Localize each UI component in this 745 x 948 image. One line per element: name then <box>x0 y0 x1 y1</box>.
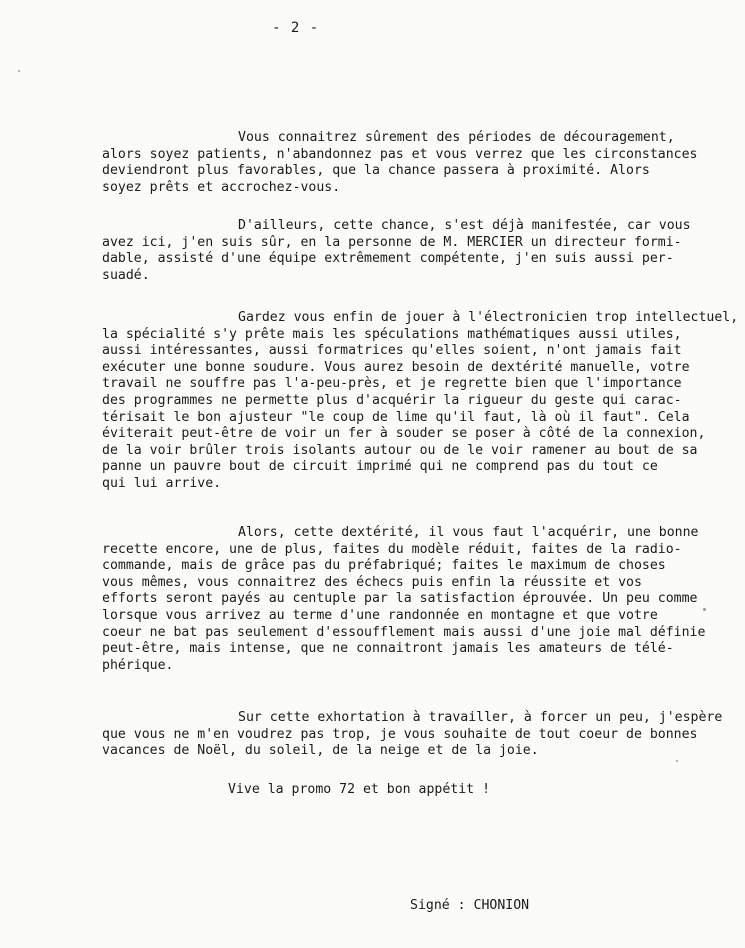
text-line: térisait le bon ajusteur "le coup de lime qu'il faut, là où il faut". Cela <box>102 409 690 425</box>
text-line: suadé. <box>102 267 150 283</box>
paragraph-discouragement <box>102 130 722 196</box>
paragraph-electronician <box>102 310 739 493</box>
paper-speck <box>18 70 20 72</box>
signature-line: Signé : CHONION <box>410 898 530 913</box>
text-line: coeur ne bat pas seulement d'essoufflement mais aussi d'une joie mal définie <box>102 624 706 640</box>
text-line: vacances de Noël, du soleil, de la neige et de la joie. <box>102 743 539 759</box>
text-line: travail ne souffre pas l'a-peu-près, et je regrette bien que l'importance <box>102 376 682 392</box>
text-line: exécuter une bonne soudure. Vous aurez besoin de dextérité manuelle, votre <box>102 359 690 375</box>
text-line: commande, mais de grâce pas du préfabriqué; faites le maximum de choses <box>102 558 666 574</box>
text-line: Gardez vous enfin de jouer à l'électronicien trop intellectuel, <box>238 310 739 325</box>
text-line: recette encore, une de plus, faites du modèle réduit, faites de la radio- <box>102 541 682 557</box>
text-line: Vous connaitrez sûrement des périodes de découragement, <box>238 130 675 145</box>
text-line: deviendront plus favorables, que la chance passera à proximité. Alors <box>102 163 650 179</box>
paragraph-dexterity <box>102 525 722 674</box>
text-line: peut-être, mais intense, que ne connaitront jamais les amateurs de télé- <box>102 641 674 657</box>
text-line: alors soyez patients, n'abandonnez pas et vous verrez que les circonstances <box>102 146 698 162</box>
text-line: D'ailleurs, cette chance, s'est déjà manifestée, car vous <box>238 218 691 233</box>
text-line: efforts seront payés au centuple par la satisfaction éprouvée. Un peu comme <box>102 591 698 607</box>
text-line: des programmes ne permette plus d'acquérir la rigueur du geste qui carac- <box>102 392 682 408</box>
text-line: vous mêmes, vous connaitrez des échecs puis enfin la réussite et vos <box>102 574 642 590</box>
text-line: Sur cette exhortation à travailler, à forcer un peu, j'espère <box>238 710 723 725</box>
paper-speck <box>676 760 678 762</box>
text-line: qui lui arrive. <box>102 475 222 491</box>
paragraph-exhortation <box>102 710 722 760</box>
paragraph-director <box>102 218 722 284</box>
text-line: lorsque vous arrivez au terme d'une randonnée en montagne et que votre <box>102 607 658 623</box>
closing-line: Vive la promo 72 et bon appétit ! <box>228 782 491 797</box>
text-line: la spécialité s'y prête mais les spéculations mathématiques aussi utiles, <box>102 326 682 342</box>
text-line: avez ici, j'en suis sûr, en la personne de M. MERCIER un directeur formi- <box>102 234 682 250</box>
page-number: - 2 - <box>272 20 320 36</box>
text-line: soyez prêts et accrochez-vous. <box>102 179 341 195</box>
text-line: phérique. <box>102 657 174 673</box>
text-line: de la voir brûler trois isolants autour ou de le voir ramener au bout de sa <box>102 442 698 458</box>
paper-speck <box>703 608 706 611</box>
text-line: dable, assisté d'une équipe extrêmement compétente, j'en suis aussi per- <box>102 251 674 267</box>
text-line: que vous ne m'en voudrez pas trop, je vous souhaite de tout coeur de bonnes <box>102 726 698 742</box>
text-line: aussi intéressantes, aussi formatrices qu'elles soient, n'ont jamais fait <box>102 343 682 359</box>
text-line: panne un pauvre bout de circuit imprimé qui ne comprend pas du tout ce <box>102 459 658 475</box>
text-line: Alors, cette dextérité, il vous faut l'acquérir, une bonne <box>238 525 699 540</box>
text-line: éviterait peut-être de voir un fer à souder se poser à côté de la connexion, <box>102 426 706 442</box>
